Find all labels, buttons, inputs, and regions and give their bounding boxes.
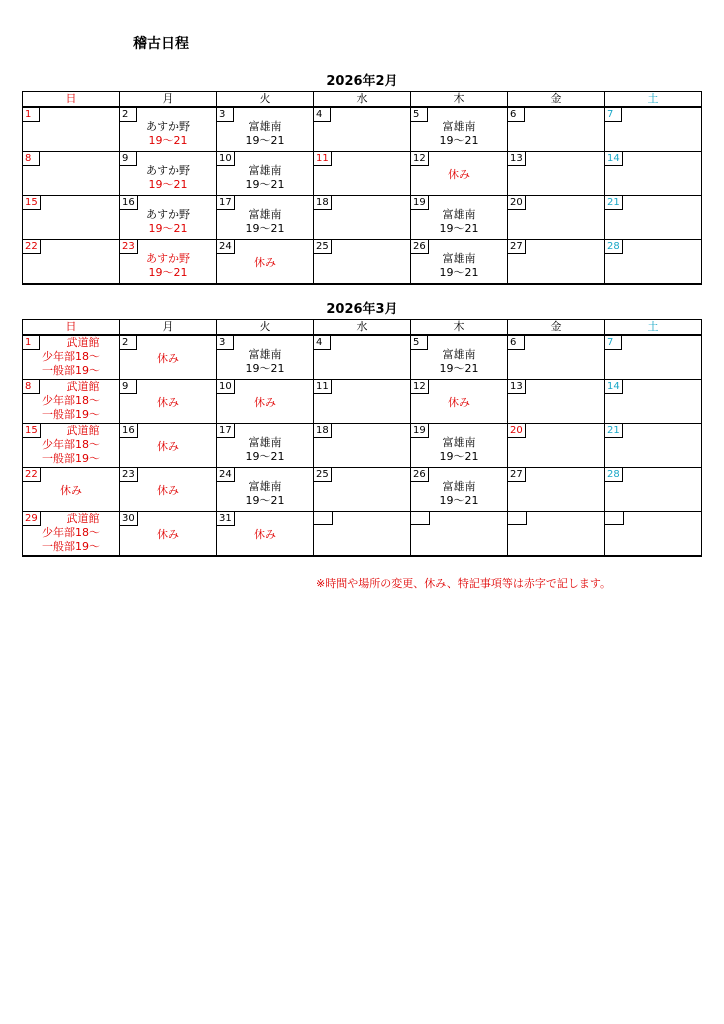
day-cell bbox=[217, 335, 314, 380]
weekday-header: 木 bbox=[411, 320, 508, 336]
day-cell bbox=[120, 512, 217, 557]
day-schedule bbox=[23, 336, 119, 378]
day-cell bbox=[217, 196, 314, 240]
day-cell bbox=[120, 380, 217, 424]
day-cell bbox=[508, 380, 605, 424]
day-schedule bbox=[217, 436, 313, 464]
day-cell bbox=[217, 512, 314, 557]
day-cell bbox=[217, 107, 314, 152]
schedule-line: あすか野 bbox=[146, 164, 190, 177]
day-number: 4 bbox=[314, 336, 331, 350]
page-title: 稽古日程 bbox=[133, 36, 189, 52]
day-schedule bbox=[217, 396, 313, 410]
day-number: 24 bbox=[217, 468, 235, 482]
schedule-line: 休み bbox=[157, 484, 179, 497]
week-row bbox=[23, 107, 702, 152]
schedule-line: 富雄南 bbox=[248, 164, 282, 177]
schedule-line: 武道館 bbox=[66, 380, 100, 393]
day-cell bbox=[120, 107, 217, 152]
day-number: 12 bbox=[411, 380, 429, 394]
schedule-line: あすか野 bbox=[146, 252, 190, 265]
schedule-line: 少年部18〜 bbox=[42, 438, 100, 451]
day-number: 11 bbox=[314, 380, 332, 394]
day-cell bbox=[605, 152, 702, 196]
day-cell bbox=[508, 196, 605, 240]
week-row bbox=[23, 468, 702, 512]
day-cell bbox=[217, 424, 314, 468]
day-cell bbox=[508, 335, 605, 380]
day-number: 19 bbox=[411, 196, 429, 210]
schedule-line: 19〜21 bbox=[148, 134, 188, 147]
day-schedule bbox=[120, 208, 216, 236]
schedule-line: 少年部18〜 bbox=[42, 394, 100, 407]
week-row bbox=[23, 335, 702, 380]
schedule-line: 武道館 bbox=[66, 424, 100, 437]
day-number: 21 bbox=[605, 424, 623, 438]
day-number: 13 bbox=[508, 152, 526, 166]
weekday-header: 木 bbox=[411, 92, 508, 108]
day-schedule bbox=[217, 120, 313, 148]
day-cell bbox=[23, 240, 120, 285]
schedule-line: 一般部19〜 bbox=[42, 408, 100, 421]
day-cell bbox=[314, 107, 411, 152]
weekday-header: 月 bbox=[120, 92, 217, 108]
day-number: 13 bbox=[508, 380, 526, 394]
schedule-line: 19〜21 bbox=[439, 222, 479, 235]
day-number bbox=[314, 512, 333, 525]
day-cell bbox=[411, 380, 508, 424]
day-number: 2 bbox=[120, 108, 137, 122]
day-schedule bbox=[217, 164, 313, 192]
week-row bbox=[23, 380, 702, 424]
weekday-header: 金 bbox=[508, 92, 605, 108]
schedule-line: あすか野 bbox=[146, 120, 190, 133]
day-number: 29 bbox=[23, 512, 41, 526]
february-title: 2026年2月 bbox=[326, 74, 398, 89]
day-number: 26 bbox=[411, 240, 429, 254]
week-row bbox=[23, 240, 702, 285]
day-number: 7 bbox=[605, 108, 622, 122]
day-number: 5 bbox=[411, 108, 428, 122]
day-schedule bbox=[120, 164, 216, 192]
weekday-header: 日 bbox=[23, 320, 120, 336]
day-number bbox=[411, 512, 430, 525]
day-schedule bbox=[411, 396, 507, 410]
day-cell bbox=[217, 240, 314, 285]
day-schedule bbox=[120, 528, 216, 542]
day-schedule bbox=[120, 352, 216, 366]
weekday-header-row bbox=[23, 92, 702, 108]
day-cell bbox=[23, 335, 120, 380]
schedule-line: 19〜21 bbox=[439, 494, 479, 507]
day-number: 21 bbox=[605, 196, 623, 210]
schedule-line: 休み bbox=[254, 256, 276, 269]
schedule-line: 19〜21 bbox=[245, 494, 285, 507]
day-cell bbox=[411, 512, 508, 557]
day-cell bbox=[314, 335, 411, 380]
schedule-line: 富雄南 bbox=[248, 348, 282, 361]
weekday-header: 火 bbox=[217, 320, 314, 336]
week-row bbox=[23, 512, 702, 557]
schedule-line: 富雄南 bbox=[442, 436, 476, 449]
weekday-header: 火 bbox=[217, 92, 314, 108]
day-cell bbox=[411, 196, 508, 240]
day-cell bbox=[508, 512, 605, 557]
day-schedule bbox=[23, 484, 119, 498]
day-cell bbox=[120, 335, 217, 380]
day-cell bbox=[411, 152, 508, 196]
day-schedule bbox=[411, 480, 507, 508]
day-cell bbox=[314, 468, 411, 512]
weekday-header: 土 bbox=[605, 92, 702, 108]
day-number: 10 bbox=[217, 380, 235, 394]
day-cell bbox=[508, 240, 605, 285]
march-title: 2026年3月 bbox=[326, 302, 398, 317]
day-number: 2 bbox=[120, 336, 137, 350]
day-number: 4 bbox=[314, 108, 331, 122]
week-row bbox=[23, 424, 702, 468]
day-schedule bbox=[120, 120, 216, 148]
day-number: 23 bbox=[120, 468, 138, 482]
day-number: 17 bbox=[217, 196, 235, 210]
day-schedule bbox=[217, 256, 313, 270]
day-number: 25 bbox=[314, 240, 332, 254]
day-cell bbox=[605, 196, 702, 240]
day-number: 16 bbox=[120, 196, 138, 210]
schedule-line: 富雄南 bbox=[442, 120, 476, 133]
day-cell bbox=[314, 424, 411, 468]
day-schedule bbox=[411, 208, 507, 236]
day-number: 14 bbox=[605, 380, 623, 394]
day-cell bbox=[605, 424, 702, 468]
day-cell bbox=[120, 240, 217, 285]
schedule-line: 19〜21 bbox=[148, 222, 188, 235]
day-cell bbox=[314, 380, 411, 424]
day-number: 11 bbox=[314, 152, 332, 166]
schedule-line: 少年部18〜 bbox=[42, 526, 100, 539]
day-schedule bbox=[120, 440, 216, 454]
day-number: 17 bbox=[217, 424, 235, 438]
day-number: 8 bbox=[23, 380, 40, 394]
day-schedule bbox=[411, 120, 507, 148]
day-number bbox=[508, 512, 527, 525]
day-cell bbox=[120, 196, 217, 240]
day-cell bbox=[120, 424, 217, 468]
schedule-line: 一般部19〜 bbox=[42, 364, 100, 377]
day-schedule bbox=[120, 396, 216, 410]
footnote: ※時間や場所の変更、休み、特記事項等は赤字で記します。 bbox=[316, 577, 611, 590]
day-number: 30 bbox=[120, 512, 138, 526]
day-number: 6 bbox=[508, 336, 525, 350]
schedule-line: 19〜21 bbox=[245, 362, 285, 375]
day-cell bbox=[314, 152, 411, 196]
day-number: 9 bbox=[120, 152, 137, 166]
day-cell bbox=[605, 512, 702, 557]
day-schedule bbox=[217, 208, 313, 236]
day-number: 3 bbox=[217, 108, 234, 122]
schedule-line: 休み bbox=[157, 396, 179, 409]
day-cell bbox=[23, 196, 120, 240]
schedule-line: 休み bbox=[60, 484, 82, 497]
schedule-line: 富雄南 bbox=[248, 208, 282, 221]
schedule-line: 富雄南 bbox=[442, 252, 476, 265]
day-cell bbox=[508, 107, 605, 152]
day-schedule bbox=[411, 168, 507, 182]
day-number: 23 bbox=[120, 240, 138, 254]
day-cell bbox=[411, 335, 508, 380]
day-number: 20 bbox=[508, 196, 526, 210]
day-number: 7 bbox=[605, 336, 622, 350]
day-cell bbox=[411, 107, 508, 152]
day-schedule bbox=[411, 252, 507, 280]
weekday-header: 水 bbox=[314, 320, 411, 336]
day-cell bbox=[217, 380, 314, 424]
schedule-line: 少年部18〜 bbox=[42, 350, 100, 363]
day-number: 27 bbox=[508, 240, 526, 254]
schedule-line: 一般部19〜 bbox=[42, 540, 100, 553]
day-number: 9 bbox=[120, 380, 137, 394]
day-number: 20 bbox=[508, 424, 526, 438]
day-number: 26 bbox=[411, 468, 429, 482]
day-number: 31 bbox=[217, 512, 235, 526]
schedule-line: 19〜21 bbox=[439, 362, 479, 375]
day-schedule bbox=[23, 424, 119, 466]
day-number: 25 bbox=[314, 468, 332, 482]
day-cell bbox=[508, 468, 605, 512]
day-number: 27 bbox=[508, 468, 526, 482]
day-cell bbox=[508, 152, 605, 196]
schedule-line: 19〜21 bbox=[245, 134, 285, 147]
schedule-line: 休み bbox=[157, 440, 179, 453]
day-cell bbox=[411, 240, 508, 285]
day-cell bbox=[605, 240, 702, 285]
schedule-line: 富雄南 bbox=[248, 480, 282, 493]
day-cell bbox=[605, 380, 702, 424]
day-number: 6 bbox=[508, 108, 525, 122]
day-cell bbox=[217, 152, 314, 196]
schedule-line: 富雄南 bbox=[442, 208, 476, 221]
schedule-line: 19〜21 bbox=[148, 178, 188, 191]
day-cell bbox=[411, 468, 508, 512]
schedule-line: 19〜21 bbox=[245, 222, 285, 235]
day-number: 28 bbox=[605, 468, 623, 482]
day-schedule bbox=[411, 436, 507, 464]
day-cell bbox=[411, 424, 508, 468]
day-number: 28 bbox=[605, 240, 623, 254]
march-calendar bbox=[22, 319, 702, 557]
day-cell bbox=[23, 424, 120, 468]
schedule-line: 富雄南 bbox=[248, 436, 282, 449]
weekday-header: 金 bbox=[508, 320, 605, 336]
schedule-line: 武道館 bbox=[66, 512, 100, 525]
schedule-line: 休み bbox=[448, 396, 470, 409]
schedule-line: 休み bbox=[254, 528, 276, 541]
day-cell bbox=[23, 468, 120, 512]
day-cell bbox=[120, 468, 217, 512]
day-cell bbox=[120, 152, 217, 196]
day-number: 1 bbox=[23, 336, 40, 350]
day-schedule bbox=[23, 512, 119, 554]
day-number: 24 bbox=[217, 240, 235, 254]
day-schedule bbox=[217, 528, 313, 542]
day-number: 14 bbox=[605, 152, 623, 166]
week-row bbox=[23, 196, 702, 240]
day-number: 12 bbox=[411, 152, 429, 166]
week-row bbox=[23, 152, 702, 196]
weekday-header: 月 bbox=[120, 320, 217, 336]
day-number: 22 bbox=[23, 240, 41, 254]
day-schedule bbox=[217, 480, 313, 508]
day-cell bbox=[23, 512, 120, 557]
day-number: 5 bbox=[411, 336, 428, 350]
schedule-line: 休み bbox=[254, 396, 276, 409]
day-cell bbox=[23, 152, 120, 196]
day-cell bbox=[508, 424, 605, 468]
day-cell bbox=[605, 335, 702, 380]
day-number: 10 bbox=[217, 152, 235, 166]
day-schedule bbox=[411, 348, 507, 376]
day-number: 3 bbox=[217, 336, 234, 350]
february-calendar bbox=[22, 91, 702, 285]
day-number: 18 bbox=[314, 196, 332, 210]
day-schedule bbox=[217, 348, 313, 376]
schedule-line: 休み bbox=[157, 528, 179, 541]
day-schedule bbox=[120, 484, 216, 498]
day-schedule bbox=[120, 252, 216, 280]
weekday-header: 日 bbox=[23, 92, 120, 108]
day-number: 1 bbox=[23, 108, 40, 122]
schedule-line: 富雄南 bbox=[248, 120, 282, 133]
schedule-line: 武道館 bbox=[66, 336, 100, 349]
day-number: 22 bbox=[23, 468, 41, 482]
day-cell bbox=[314, 196, 411, 240]
day-cell bbox=[605, 468, 702, 512]
schedule-line: あすか野 bbox=[146, 208, 190, 221]
weekday-header: 水 bbox=[314, 92, 411, 108]
day-schedule bbox=[23, 380, 119, 422]
day-number bbox=[605, 512, 624, 525]
day-cell bbox=[23, 380, 120, 424]
day-number: 15 bbox=[23, 424, 41, 438]
day-number: 19 bbox=[411, 424, 429, 438]
schedule-line: 一般部19〜 bbox=[42, 452, 100, 465]
schedule-line: 休み bbox=[157, 352, 179, 365]
day-number: 16 bbox=[120, 424, 138, 438]
day-cell bbox=[23, 107, 120, 152]
day-cell bbox=[605, 107, 702, 152]
schedule-line: 富雄南 bbox=[442, 480, 476, 493]
schedule-line: 19〜21 bbox=[439, 134, 479, 147]
schedule-line: 19〜21 bbox=[439, 450, 479, 463]
schedule-line: 富雄南 bbox=[442, 348, 476, 361]
day-cell bbox=[314, 512, 411, 557]
day-number: 15 bbox=[23, 196, 41, 210]
day-number: 8 bbox=[23, 152, 40, 166]
schedule-line: 休み bbox=[448, 168, 470, 181]
schedule-line: 19〜21 bbox=[245, 450, 285, 463]
weekday-header-row bbox=[23, 320, 702, 336]
schedule-line: 19〜21 bbox=[245, 178, 285, 191]
schedule-line: 19〜21 bbox=[439, 266, 479, 279]
schedule-line: 19〜21 bbox=[148, 266, 188, 279]
weekday-header: 土 bbox=[605, 320, 702, 336]
day-cell bbox=[314, 240, 411, 285]
day-number: 18 bbox=[314, 424, 332, 438]
day-cell bbox=[217, 468, 314, 512]
